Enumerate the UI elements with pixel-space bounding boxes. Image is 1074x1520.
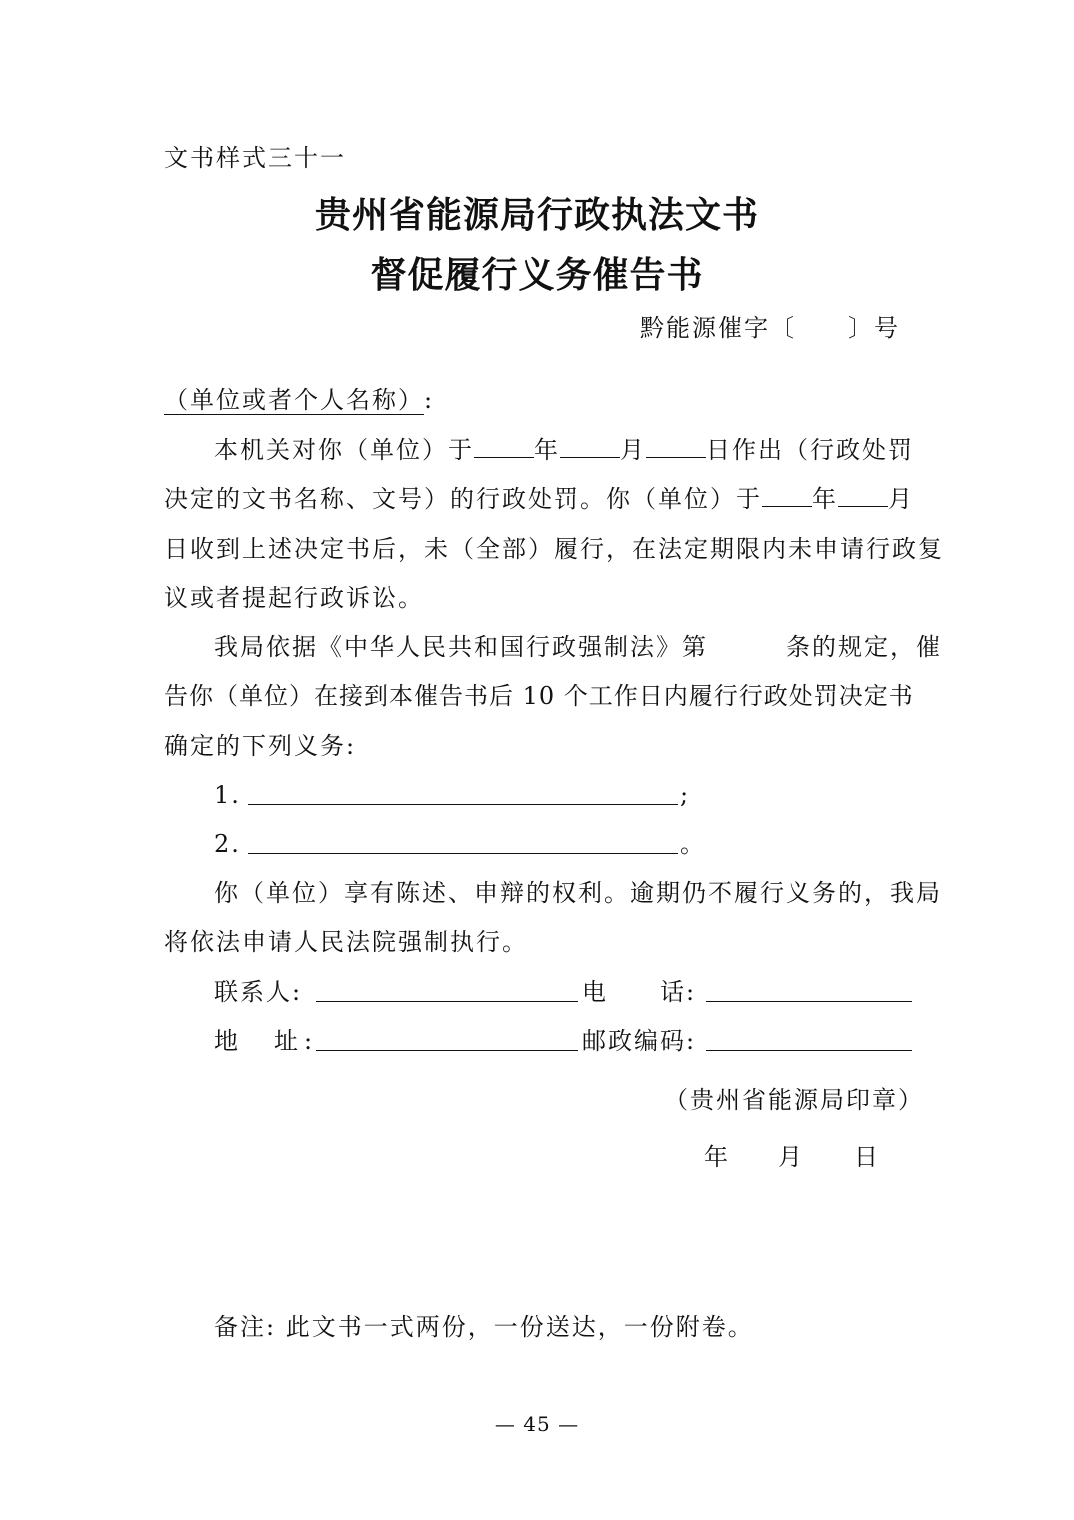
address-line xyxy=(316,1050,578,1051)
document-title: 贵州省能源局行政执法文书 xyxy=(314,194,759,236)
date-month: 月 xyxy=(778,1143,804,1171)
document-number: 黔能源催字〔 〕号 xyxy=(640,314,900,342)
blank-day xyxy=(646,435,706,458)
para3-line2: 将依法申请人民法院强制执行。 xyxy=(164,928,528,956)
item-1-number: 1. xyxy=(214,781,241,809)
page-number: — 45 — xyxy=(494,1412,580,1436)
item-1-line xyxy=(248,804,678,805)
blank-receive-month xyxy=(838,484,888,507)
para1-text-e: 决定的文书名称、文号）的行政处罚。你（单位）于 xyxy=(164,485,762,513)
date-year: 年 xyxy=(704,1143,730,1171)
para1-text-b: 年 xyxy=(534,436,560,464)
blank-month xyxy=(560,435,620,458)
postcode-label: 邮政编码: xyxy=(582,1027,697,1055)
phone-label: 电 话: xyxy=(582,978,697,1006)
contact-line xyxy=(316,1001,578,1002)
item-2-end: 。 xyxy=(680,830,706,858)
para1-line4: 议或者提起行政诉讼。 xyxy=(164,584,424,612)
blank-receive-year xyxy=(762,484,812,507)
phone-line xyxy=(706,1001,912,1002)
item-2-line xyxy=(248,853,678,854)
item-2-number: 2. xyxy=(214,830,241,858)
para2-line2: 告你（单位）在接到本催告书后 10 个工作日内履行行政处罚决定书 xyxy=(164,682,914,710)
para1-text-c: 月 xyxy=(620,436,646,464)
para1-text-a: 本机关对你（单位）于 xyxy=(214,436,474,464)
para2-text-b: 条的规定，催 xyxy=(786,633,942,661)
addressee xyxy=(164,384,434,416)
para2-line3: 确定的下列义务: xyxy=(164,732,357,760)
postcode-line xyxy=(706,1050,912,1051)
seal-text: （贵州省能源局印章） xyxy=(664,1086,924,1114)
para1-text-f: 年 xyxy=(812,485,838,513)
para3-line1: 你（单位）享有陈述、申辩的权利。逾期仍不履行义务的，我局 xyxy=(214,879,942,907)
addressee-colon: : xyxy=(424,386,435,414)
para1-text-g: 月 xyxy=(888,485,914,513)
para1-text-d: 日作出（行政处罚 xyxy=(706,436,914,464)
para2-line1 xyxy=(214,631,942,663)
para1-line1 xyxy=(214,434,914,466)
date-day: 日 xyxy=(854,1143,880,1171)
document-subtitle: 督促履行义务催告书 xyxy=(370,254,704,296)
remark-note: 备注: 此文书一式两份，一份送达，一份附卷。 xyxy=(214,1313,754,1341)
blank-year xyxy=(474,435,534,458)
address-label: 地 址: xyxy=(214,1027,319,1055)
para1-line2 xyxy=(164,483,914,515)
para2-text-a: 我局依据《中华人民共和国行政强制法》第 xyxy=(214,633,708,661)
contact-label: 联系人: xyxy=(214,978,303,1006)
item-1-end: ; xyxy=(680,781,691,809)
addressee-name: （单位或者个人名称） xyxy=(164,386,424,414)
para1-line3: 日收到上述决定书后，未（全部）履行，在法定期限内未申请行政复 xyxy=(164,535,944,563)
header-label: 文书样式三十一 xyxy=(164,144,346,172)
